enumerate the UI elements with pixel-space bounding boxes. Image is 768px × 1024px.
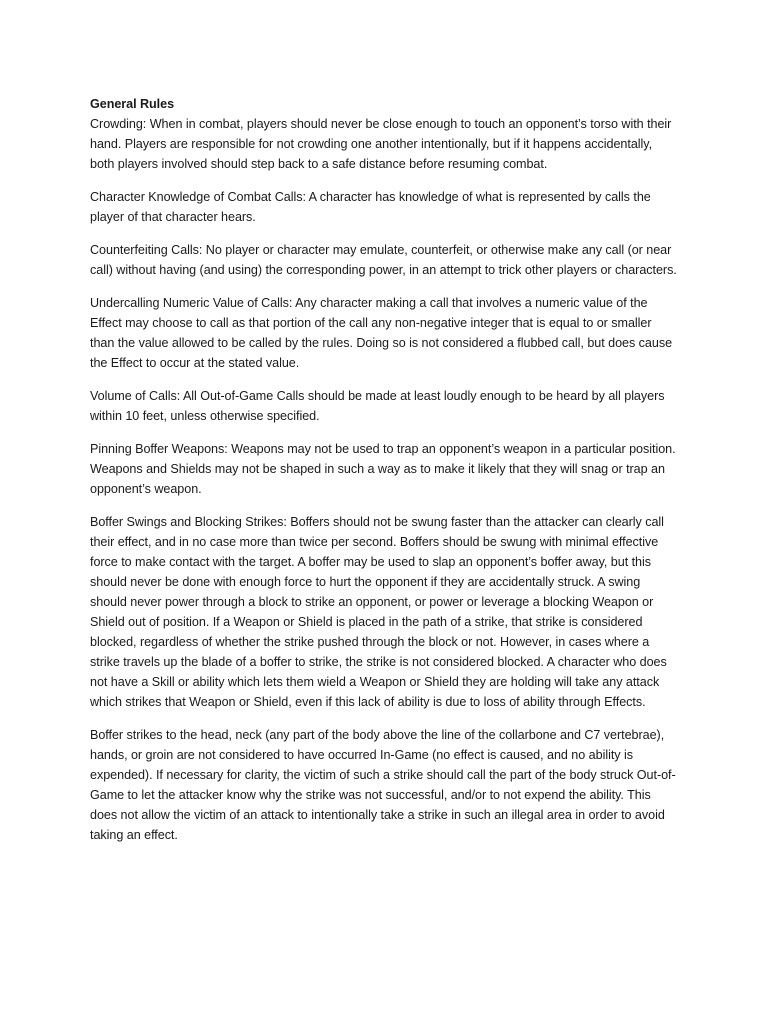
paragraph-character-knowledge: Character Knowledge of Combat Calls: A character has knowledge of what is represented by calls the player of that character hears. [90,190,651,224]
document-body [90,94,678,858]
paragraph-text: Crowding: When in combat, players should never be close enough to touch an opponent’s torso with their hand. Players are responsible for not crowding one another intentionally, but if it happens accidentally, both players involved should step back to a safe distance before resuming combat. [90,117,672,171]
paragraph-pinning-weapons: Pinning Boffer Weapons: Weapons may not be used to trap an opponent’s weapon in a particular position. Weapons and Shields may not be shaped in such a way as to make it likely that they will snag or trap an opponent’s weapon. [90,442,676,496]
paragraph-undercalling: Undercalling Numeric Value of Calls: Any character making a call that involves a numeric value of the Effect may choose to call as that portion of the call any non-negative integer that is equal to or smaller than the value allowed to be called by the rules. Doing so is not considered a flubbed call, but does cause the Effect to occur at the stated value. [90,296,673,370]
section-heading: General Rules [90,97,175,111]
paragraph-boffer-strikes: Boffer strikes to the head, neck (any part of the body above the line of the collarbone and C7 vertebrae), hands, or groin are not considered to have occurred In-Game (no effect is caused, and no ability is expended). If necessary for clarity, the victim of such a strike should call the part of the body struck Out-of-Game to let the attacker know why the strike was not successful, and/or to not expend the ability. This does not allow the victim of an attack to intentionally take a strike in such an illegal area in order to avoid taking an effect. [90,728,676,842]
paragraph-volume-of-calls: Volume of Calls: All Out-of-Game Calls should be made at least loudly enough to be heard by all players within 10 feet, unless otherwise specified. [90,389,665,423]
paragraph-boffer-swings: Boffer Swings and Blocking Strikes: Boffers should not be swung faster than the attacker can clearly call their effect, and in no case more than twice per second. Boffers should be swung with minimal effective force to make contact with the target. A boffer may be used to slap an opponent’s boffer away, but this should never be done with enough force to hurt the opponent if they are accidentally struck. A swing should never power through a block to strike an opponent, or power or leverage a blocking Weapon or Shield out of position. If a Weapon or Shield is placed in the path of a strike, that strike is considered blocked, regardless of whether the strike pushed through the block or not. However, in cases where a strike travels up the blade of a boffer to strike, the strike is not considered blocked. A character who does not have a Skill or ability which lets them wield a Weapon or Shield they are holding will take any attack which strikes that Weapon or Shield, even if this lack of ability is due to loss of ability through Effects. [90,515,667,709]
paragraph-counterfeiting-calls: Counterfeiting Calls: No player or character may emulate, counterfeit, or otherwise make any call (or near call) without having (and using) the corresponding power, in an attempt to trick other players or characters. [90,243,677,277]
section-crowding [90,94,678,174]
